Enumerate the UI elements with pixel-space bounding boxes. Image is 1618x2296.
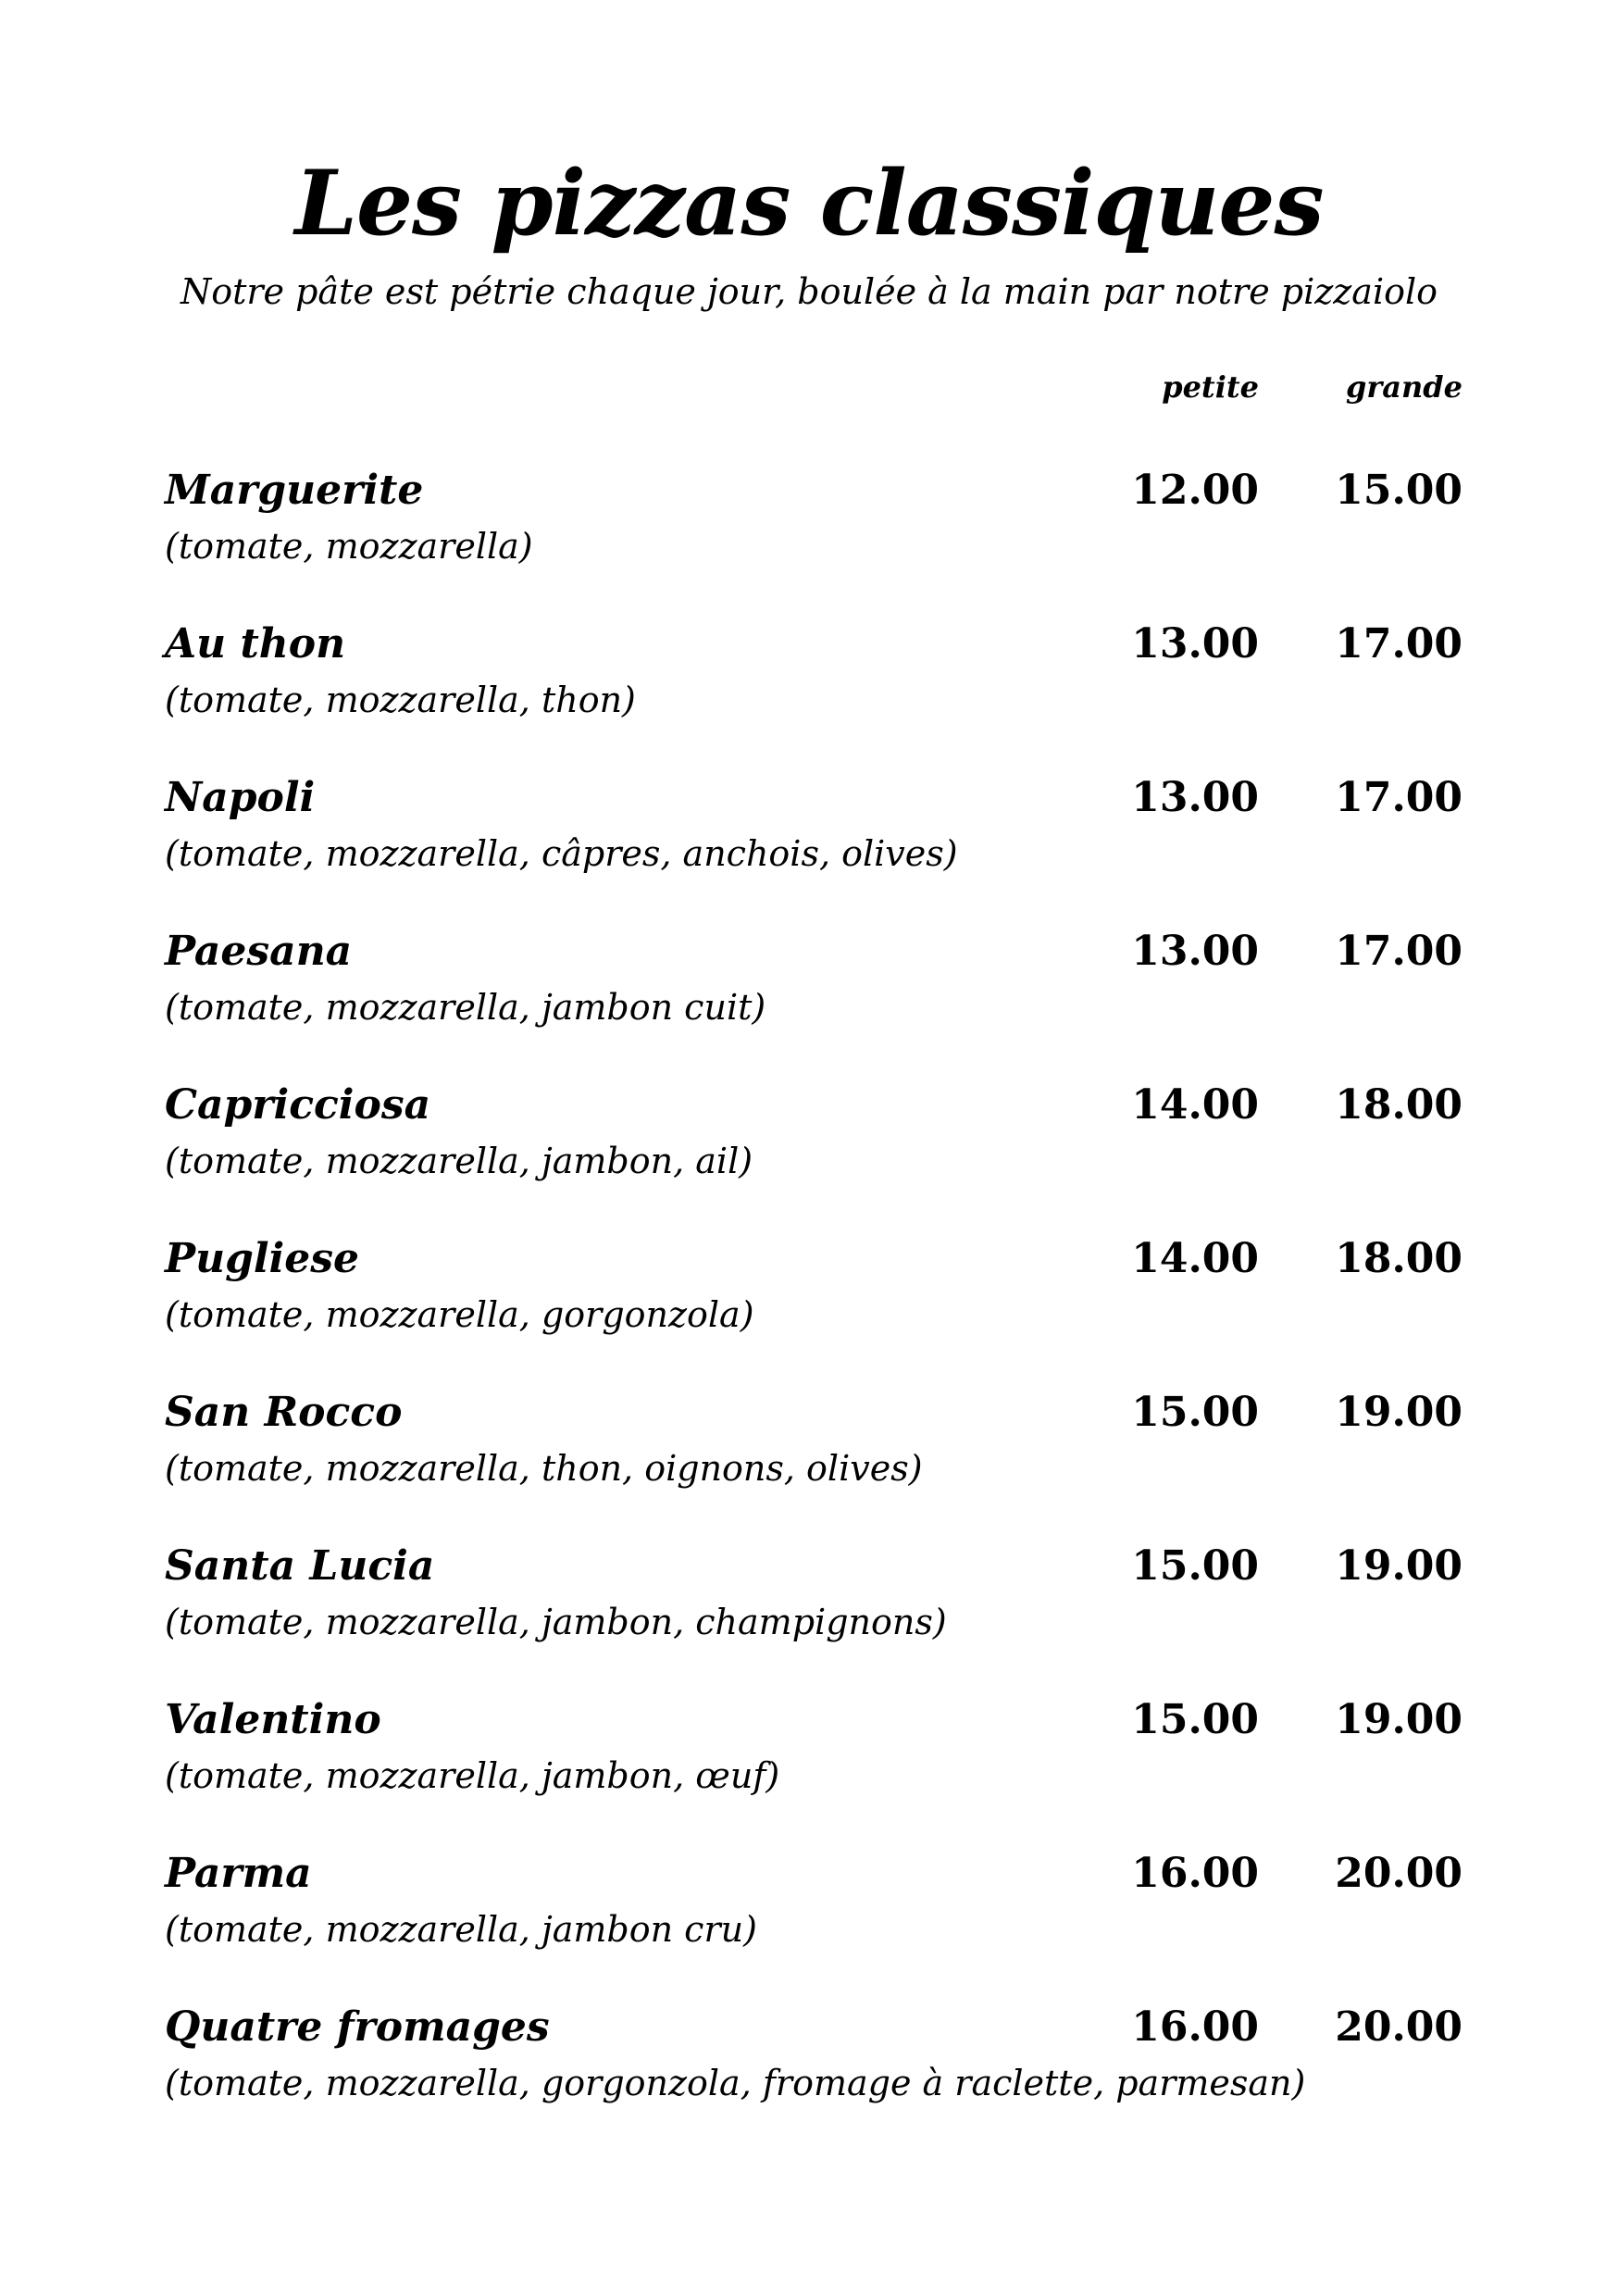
menu-item [165, 463, 1461, 617]
price-grande: 20.00 [1335, 2003, 1462, 2051]
menu-item [165, 617, 1461, 770]
item-name: Au thon [165, 620, 346, 668]
price-petite: 13.00 [1131, 620, 1259, 668]
item-description: (tomate, mozzarella, thon, oignons, olives) [165, 1448, 923, 1489]
menu-item [165, 924, 1461, 1078]
item-description: (tomate, mozzarella) [165, 526, 533, 567]
item-description: (tomate, mozzarella, jambon, œuf) [165, 1755, 780, 1796]
item-name: Marguerite [165, 467, 424, 514]
menu-item [165, 2000, 1461, 2153]
item-description: (tomate, mozzarella, jambon, champignons) [165, 1602, 947, 1642]
item-name: Napoli [165, 774, 316, 821]
price-petite: 13.00 [1131, 928, 1259, 975]
price-petite: 15.00 [1131, 1696, 1259, 1743]
item-name: Santa Lucia [165, 1542, 435, 1590]
item-description: (tomate, mozzarella, jambon cuit) [165, 987, 766, 1028]
menu-item [165, 1385, 1461, 1539]
item-description: (tomate, mozzarella, gorgonzola, fromage à raclette, parmesan) [165, 2063, 1306, 2103]
price-grande: 17.00 [1335, 620, 1462, 668]
price-grande: 20.00 [1335, 1850, 1462, 1897]
item-name: Parma [165, 1850, 312, 1897]
menu-item [165, 1846, 1461, 2000]
item-description: (tomate, mozzarella, thon) [165, 680, 636, 720]
price-petite: 15.00 [1131, 1389, 1259, 1436]
item-name: Paesana [165, 928, 353, 975]
menu-item [165, 1231, 1461, 1385]
item-name: Quatre fromages [165, 2003, 550, 2051]
item-description: (tomate, mozzarella, câpres, anchois, olives) [165, 833, 958, 874]
price-grande: 19.00 [1335, 1542, 1462, 1590]
page-title: Les pizzas classiques [294, 151, 1324, 256]
price-petite: 15.00 [1131, 1542, 1259, 1590]
page-subtitle: Notre pâte est pétrie chaque jour, boulée à la main par notre pizzaiolo [180, 271, 1438, 312]
item-name: San Rocco [165, 1389, 403, 1436]
item-description: (tomate, mozzarella, jambon cru) [165, 1909, 757, 1950]
menu-item [165, 770, 1461, 924]
menu-items-list [165, 463, 1461, 2153]
price-petite: 16.00 [1131, 2003, 1259, 2051]
price-grande: 15.00 [1335, 467, 1462, 514]
price-petite: 14.00 [1131, 1081, 1259, 1129]
column-header-grande: grande [1346, 369, 1462, 405]
column-header-petite: petite [1162, 369, 1259, 405]
price-petite: 13.00 [1131, 774, 1259, 821]
price-grande: 17.00 [1335, 774, 1462, 821]
item-name: Valentino [165, 1696, 381, 1743]
price-grande: 17.00 [1335, 928, 1462, 975]
price-grande: 18.00 [1335, 1235, 1462, 1282]
item-description: (tomate, mozzarella, gorgonzola) [165, 1294, 754, 1335]
menu-item [165, 1078, 1461, 1231]
price-grande: 19.00 [1335, 1696, 1462, 1743]
price-petite: 12.00 [1131, 467, 1259, 514]
item-name: Pugliese [165, 1235, 360, 1282]
menu-item [165, 1539, 1461, 1692]
menu-item [165, 1692, 1461, 1846]
price-petite: 14.00 [1131, 1235, 1259, 1282]
item-description: (tomate, mozzarella, jambon, ail) [165, 1141, 753, 1181]
price-petite: 16.00 [1131, 1850, 1259, 1897]
item-name: Capricciosa [165, 1081, 431, 1129]
price-grande: 18.00 [1335, 1081, 1462, 1129]
price-grande: 19.00 [1335, 1389, 1462, 1436]
